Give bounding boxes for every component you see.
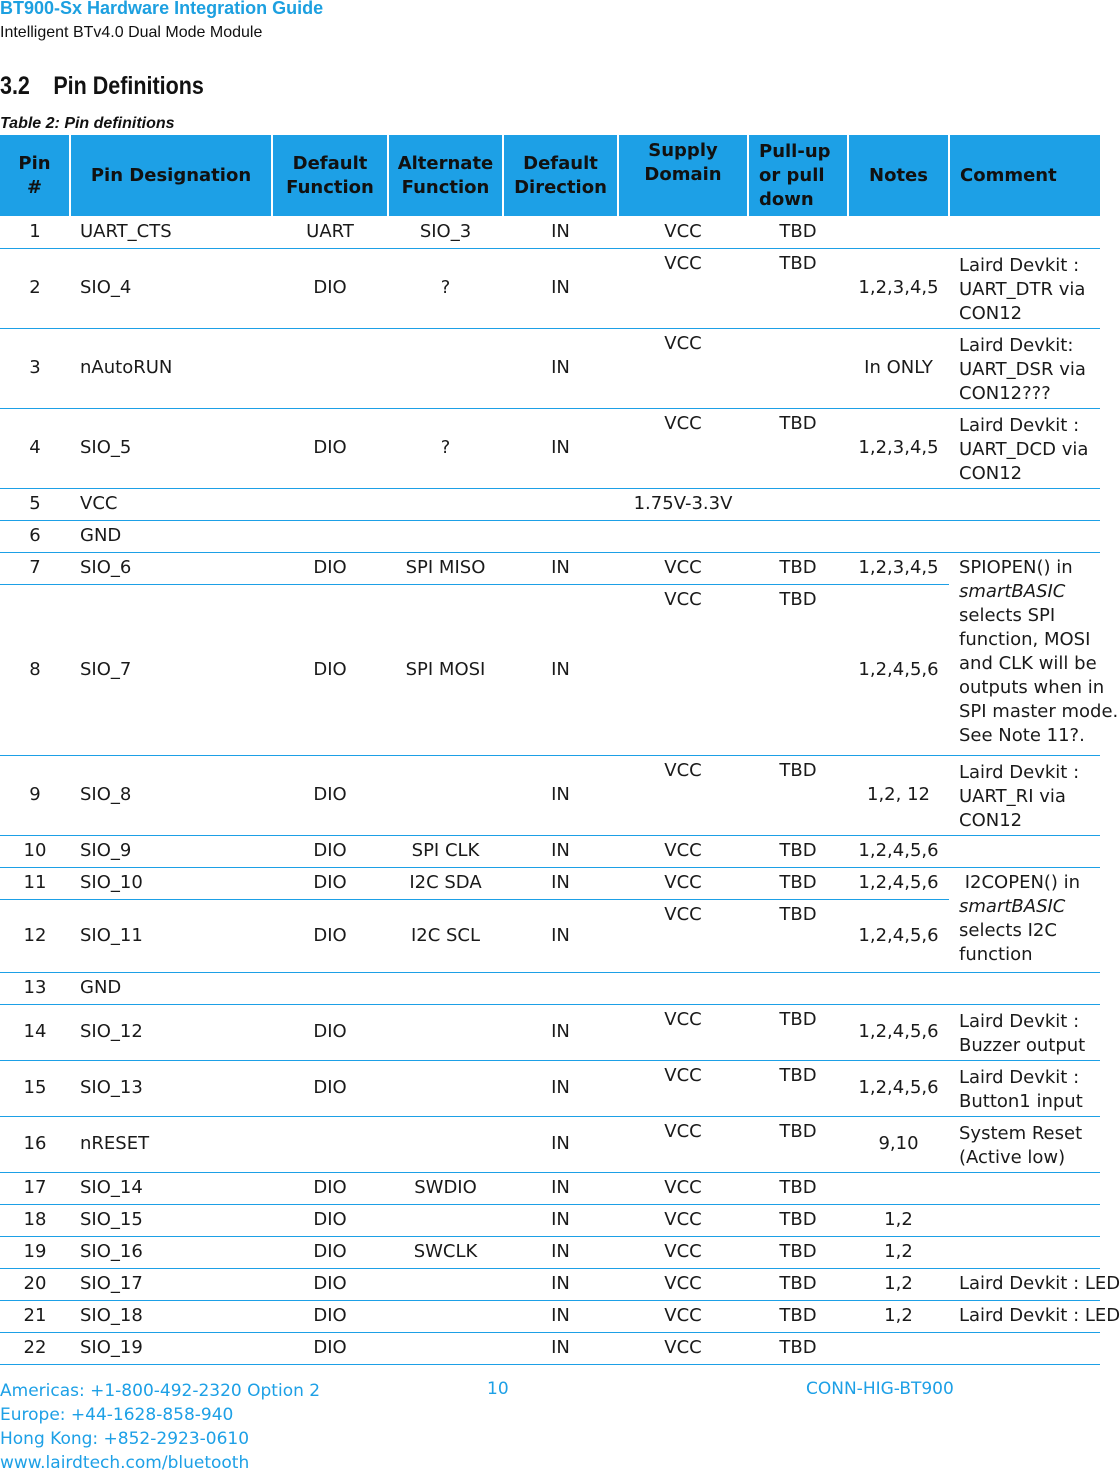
cell-comment <box>949 1332 1100 1364</box>
cell-designation: SIO_6 <box>70 552 272 584</box>
cell-comment <box>949 216 1100 248</box>
cell-default-function <box>272 972 388 1004</box>
cell-pull: TBD <box>748 1004 848 1060</box>
cell-pin: 14 <box>0 1004 70 1060</box>
cell-default-function: DIO <box>272 1172 388 1204</box>
cell-designation: SIO_17 <box>70 1268 272 1300</box>
cell-designation: SIO_5 <box>70 408 272 488</box>
cell-pin: 20 <box>0 1268 70 1300</box>
cell-comment: Laird Devkit: UART_DSR via CON12??? <box>949 328 1100 408</box>
cell-designation: SIO_4 <box>70 248 272 328</box>
cell-direction: IN <box>503 408 618 488</box>
col-header-notes: Notes <box>848 135 949 216</box>
cell-supply: VCC <box>618 216 748 248</box>
cell-comment <box>949 1204 1100 1236</box>
cell-pin: 13 <box>0 972 70 1004</box>
cell-alternate-function: I2C SDA <box>388 867 503 899</box>
cell-supply: VCC <box>618 867 748 899</box>
cell-direction: IN <box>503 867 618 899</box>
footer-contacts <box>0 1379 320 1475</box>
table-row <box>0 1116 1100 1172</box>
cell-notes: 1,2, 12 <box>848 755 949 835</box>
cell-direction <box>503 520 618 552</box>
table-row <box>0 1332 1100 1364</box>
cell-pin: 3 <box>0 328 70 408</box>
cell-notes <box>848 1172 949 1204</box>
cell-pin: 17 <box>0 1172 70 1204</box>
cell-pin: 22 <box>0 1332 70 1364</box>
col-header-default-function: Default Function <box>272 135 388 216</box>
cell-designation: SIO_13 <box>70 1060 272 1116</box>
table-row <box>0 1236 1100 1268</box>
col-header-pull: Pull-up or pull down <box>748 135 848 216</box>
cell-notes: 1,2,4,5,6 <box>848 835 949 867</box>
col-header-alternate-function: Alternate Function <box>388 135 503 216</box>
cell-notes <box>848 520 949 552</box>
cell-notes: 1,2,3,4,5 <box>848 408 949 488</box>
cell-default-function: DIO <box>272 835 388 867</box>
col-header-supply-domain: Supply Domain <box>618 135 748 216</box>
cell-designation: SIO_10 <box>70 867 272 899</box>
table-row <box>0 248 1100 328</box>
cell-comment <box>949 1172 1100 1204</box>
table-row <box>0 899 1100 972</box>
cell-supply: 1.75V-3.3V <box>618 488 748 520</box>
cell-designation: GND <box>70 972 272 1004</box>
cell-pull: TBD <box>748 1268 848 1300</box>
cell-comment <box>949 835 1100 867</box>
cell-alternate-function: I2C SCL <box>388 899 503 972</box>
section-heading <box>0 72 204 101</box>
cell-designation: SIO_9 <box>70 835 272 867</box>
cell-supply <box>618 520 748 552</box>
cell-default-function: DIO <box>272 1300 388 1332</box>
cell-notes <box>848 488 949 520</box>
cell-designation: SIO_16 <box>70 1236 272 1268</box>
cell-pin: 7 <box>0 552 70 584</box>
cell-alternate-function: SPI MISO <box>388 552 503 584</box>
cell-comment: Laird Devkit : LED <box>949 1300 1100 1332</box>
cell-alternate-function <box>388 972 503 1004</box>
cell-pull: TBD <box>748 552 848 584</box>
cell-alternate-function <box>388 1204 503 1236</box>
cell-alternate-function: SPI MOSI <box>388 584 503 755</box>
footer-website-link[interactable]: www.lairdtech.com/bluetooth <box>0 1453 250 1473</box>
cell-default-function: UART <box>272 216 388 248</box>
cell-comment: Laird Devkit : UART_RI via CON12 <box>949 755 1100 835</box>
page-number: 10 <box>487 1379 509 1399</box>
cell-pull: TBD <box>748 408 848 488</box>
cell-pull: TBD <box>748 867 848 899</box>
table-row <box>0 1300 1100 1332</box>
cell-notes: 1,2 <box>848 1268 949 1300</box>
cell-direction: IN <box>503 1268 618 1300</box>
cell-alternate-function: SIO_3 <box>388 216 503 248</box>
cell-pull: TBD <box>748 755 848 835</box>
cell-pin: 21 <box>0 1300 70 1332</box>
cell-alternate-function: ? <box>388 248 503 328</box>
cell-pin: 15 <box>0 1060 70 1116</box>
pin-definitions-table <box>0 135 1120 1365</box>
section-title: Pin Definitions <box>53 72 204 100</box>
cell-alternate-function <box>388 1004 503 1060</box>
cell-direction: IN <box>503 835 618 867</box>
cell-direction: IN <box>503 248 618 328</box>
cell-comment: Laird Devkit : Buzzer output <box>949 1004 1100 1060</box>
table-row <box>0 584 1100 755</box>
table-row <box>0 972 1100 1004</box>
cell-comment: Laird Devkit : LED <box>949 1268 1100 1300</box>
cell-pull <box>748 328 848 408</box>
cell-designation: GND <box>70 520 272 552</box>
cell-pull <box>748 520 848 552</box>
cell-default-function: DIO <box>272 408 388 488</box>
cell-designation: VCC <box>70 488 272 520</box>
cell-direction: IN <box>503 584 618 755</box>
cell-alternate-function <box>388 520 503 552</box>
cell-default-function: DIO <box>272 584 388 755</box>
cell-pull <box>748 488 848 520</box>
cell-alternate-function <box>388 1268 503 1300</box>
cell-comment: SPIOPEN() in smartBASIC selects SPI function, MOSI and CLK will be outputs when in SPI master mode. See Note 11?. <box>949 552 1100 755</box>
cell-pull: TBD <box>748 1300 848 1332</box>
cell-default-function: DIO <box>272 1204 388 1236</box>
cell-alternate-function <box>388 1332 503 1364</box>
cell-default-function: DIO <box>272 1332 388 1364</box>
table-row <box>0 835 1100 867</box>
cell-designation: SIO_19 <box>70 1332 272 1364</box>
cell-alternate-function <box>388 755 503 835</box>
cell-designation: SIO_15 <box>70 1204 272 1236</box>
cell-comment: I2COPEN() in smartBASIC selects I2C function <box>949 867 1100 972</box>
table-caption: Table 2: Pin definitions <box>0 115 175 132</box>
cell-default-function: DIO <box>272 1236 388 1268</box>
cell-notes: 1,2,4,5,6 <box>848 584 949 755</box>
cell-supply: VCC <box>618 1060 748 1116</box>
cell-pin: 2 <box>0 248 70 328</box>
table-row <box>0 552 1100 584</box>
table-header-row <box>0 135 1100 216</box>
table-row <box>0 1268 1100 1300</box>
cell-comment: Laird Devkit : UART_DCD via CON12 <box>949 408 1100 488</box>
cell-pull: TBD <box>748 1236 848 1268</box>
col-header-designation: Pin Designation <box>70 135 272 216</box>
cell-default-function: DIO <box>272 1268 388 1300</box>
cell-pin: 1 <box>0 216 70 248</box>
cell-notes: 1,2 <box>848 1204 949 1236</box>
cell-direction: IN <box>503 899 618 972</box>
cell-default-function: DIO <box>272 1004 388 1060</box>
cell-alternate-function <box>388 328 503 408</box>
table-row <box>0 867 1100 899</box>
cell-default-function: DIO <box>272 899 388 972</box>
cell-default-function: DIO <box>272 248 388 328</box>
cell-pull: TBD <box>748 216 848 248</box>
cell-supply: VCC <box>618 1236 748 1268</box>
cell-pin: 18 <box>0 1204 70 1236</box>
cell-supply: VCC <box>618 899 748 972</box>
cell-direction: IN <box>503 1004 618 1060</box>
footer-phone-hongkong: Hong Kong: +852-2923-0610 <box>0 1429 250 1449</box>
cell-pull: TBD <box>748 1060 848 1116</box>
footer-phone-americas: Americas: +1-800-492-2320 Option 2 <box>0 1381 321 1401</box>
cell-supply: VCC <box>618 248 748 328</box>
cell-direction: IN <box>503 1204 618 1236</box>
cell-pin: 5 <box>0 488 70 520</box>
cell-pull: TBD <box>748 835 848 867</box>
cell-pull: TBD <box>748 584 848 755</box>
table-row <box>0 488 1100 520</box>
cell-pin: 8 <box>0 584 70 755</box>
section-number: 3.2 <box>0 72 30 100</box>
table-row <box>0 408 1100 488</box>
cell-notes: 9,10 <box>848 1116 949 1172</box>
cell-supply: VCC <box>618 835 748 867</box>
cell-alternate-function: SPI CLK <box>388 835 503 867</box>
cell-designation: SIO_12 <box>70 1004 272 1060</box>
cell-supply: VCC <box>618 1300 748 1332</box>
cell-supply: VCC <box>618 408 748 488</box>
cell-supply: VCC <box>618 1332 748 1364</box>
cell-notes: 1,2,3,4,5 <box>848 248 949 328</box>
cell-supply: VCC <box>618 552 748 584</box>
cell-designation: SIO_8 <box>70 755 272 835</box>
cell-default-function: DIO <box>272 755 388 835</box>
cell-direction: IN <box>503 328 618 408</box>
table-row <box>0 1172 1100 1204</box>
cell-alternate-function <box>388 1116 503 1172</box>
cell-pin: 19 <box>0 1236 70 1268</box>
cell-supply: VCC <box>618 584 748 755</box>
cell-direction: IN <box>503 1172 618 1204</box>
cell-default-function <box>272 1116 388 1172</box>
pin-table-container <box>0 135 1120 1359</box>
cell-pin: 16 <box>0 1116 70 1172</box>
table-row <box>0 520 1100 552</box>
cell-pin: 11 <box>0 867 70 899</box>
cell-default-function <box>272 520 388 552</box>
cell-direction <box>503 972 618 1004</box>
cell-direction: IN <box>503 552 618 584</box>
cell-default-function: DIO <box>272 867 388 899</box>
table-row <box>0 1004 1100 1060</box>
cell-alternate-function: ? <box>388 408 503 488</box>
cell-alternate-function <box>388 488 503 520</box>
cell-notes: 1,2,4,5,6 <box>848 1004 949 1060</box>
cell-designation: nAutoRUN <box>70 328 272 408</box>
cell-alternate-function <box>388 1060 503 1116</box>
cell-alternate-function: SWDIO <box>388 1172 503 1204</box>
cell-supply: VCC <box>618 1172 748 1204</box>
cell-notes: In ONLY <box>848 328 949 408</box>
cell-direction: IN <box>503 755 618 835</box>
cell-pull: TBD <box>748 248 848 328</box>
cell-pull: TBD <box>748 1204 848 1236</box>
cell-pin: 10 <box>0 835 70 867</box>
col-header-pin: Pin # <box>0 135 70 216</box>
cell-notes: 1,2,4,5,6 <box>848 867 949 899</box>
cell-designation: SIO_7 <box>70 584 272 755</box>
cell-default-function: DIO <box>272 1060 388 1116</box>
cell-designation: SIO_11 <box>70 899 272 972</box>
cell-supply: VCC <box>618 1004 748 1060</box>
cell-notes: 1,2 <box>848 1300 949 1332</box>
cell-pull <box>748 972 848 1004</box>
cell-pin: 6 <box>0 520 70 552</box>
cell-default-function <box>272 488 388 520</box>
cell-default-function: DIO <box>272 552 388 584</box>
cell-comment: Laird Devkit : UART_DTR via CON12 <box>949 248 1100 328</box>
cell-direction: IN <box>503 1300 618 1332</box>
cell-supply: VCC <box>618 1116 748 1172</box>
cell-supply <box>618 972 748 1004</box>
cell-direction: IN <box>503 1332 618 1364</box>
cell-comment <box>949 520 1100 552</box>
cell-pull: TBD <box>748 1116 848 1172</box>
cell-notes <box>848 972 949 1004</box>
cell-supply: VCC <box>618 1204 748 1236</box>
col-header-default-direction: Default Direction <box>503 135 618 216</box>
cell-alternate-function: SWCLK <box>388 1236 503 1268</box>
table-row <box>0 755 1100 835</box>
table-row <box>0 328 1100 408</box>
cell-notes: 1,2 <box>848 1236 949 1268</box>
col-header-comment: Comment <box>949 135 1100 216</box>
cell-pull: TBD <box>748 1332 848 1364</box>
cell-comment: Laird Devkit : Button1 input <box>949 1060 1100 1116</box>
table-row <box>0 1204 1100 1236</box>
cell-supply: VCC <box>618 755 748 835</box>
cell-notes: 1,2,4,5,6 <box>848 1060 949 1116</box>
cell-pull: TBD <box>748 899 848 972</box>
cell-designation: SIO_18 <box>70 1300 272 1332</box>
cell-notes: 1,2,3,4,5 <box>848 552 949 584</box>
cell-designation: nRESET <box>70 1116 272 1172</box>
table-row <box>0 1060 1100 1116</box>
cell-direction: IN <box>503 1236 618 1268</box>
cell-comment <box>949 972 1100 1004</box>
cell-direction: IN <box>503 1060 618 1116</box>
cell-comment: System Reset (Active low) <box>949 1116 1100 1172</box>
cell-notes <box>848 216 949 248</box>
cell-direction: IN <box>503 1116 618 1172</box>
cell-supply: VCC <box>618 1268 748 1300</box>
cell-pull: TBD <box>748 1172 848 1204</box>
cell-alternate-function <box>388 1300 503 1332</box>
cell-direction <box>503 488 618 520</box>
document-title: BT900-Sx Hardware Integration Guide <box>0 0 324 18</box>
cell-supply: VCC <box>618 328 748 408</box>
table-row <box>0 216 1100 248</box>
cell-pin: 12 <box>0 899 70 972</box>
document-id: CONN-HIG-BT900 <box>806 1379 954 1399</box>
cell-notes <box>848 1332 949 1364</box>
cell-default-function <box>272 328 388 408</box>
cell-designation: SIO_14 <box>70 1172 272 1204</box>
cell-comment <box>949 1236 1100 1268</box>
document-subtitle: Intelligent BTv4.0 Dual Mode Module <box>0 24 263 41</box>
cell-notes: 1,2,4,5,6 <box>848 899 949 972</box>
cell-direction: IN <box>503 216 618 248</box>
cell-pin: 9 <box>0 755 70 835</box>
cell-pin: 4 <box>0 408 70 488</box>
cell-comment <box>949 488 1100 520</box>
cell-designation: UART_CTS <box>70 216 272 248</box>
footer-phone-europe: Europe: +44-1628-858-940 <box>0 1405 234 1425</box>
